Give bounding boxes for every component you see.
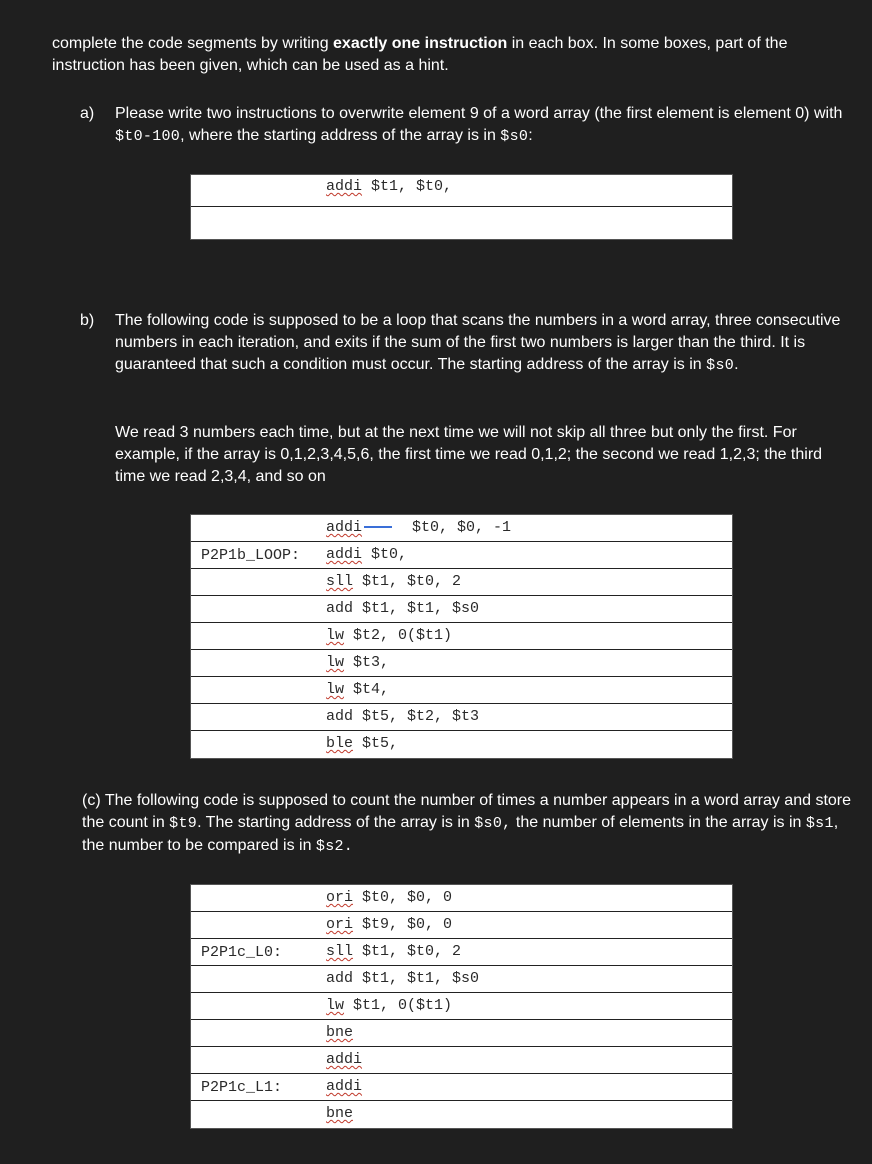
answer-row[interactable]	[191, 1074, 732, 1101]
answer-row[interactable]	[191, 731, 732, 758]
code-line: addi $t1, $t0,	[326, 178, 453, 195]
intro-paragraph: complete the code segments by writing exactly one instruction in each box. In some boxes, part of the instruction has been given, which can be used as a hint.	[52, 35, 788, 74]
answer-row[interactable]	[191, 966, 732, 993]
answer-row[interactable]	[191, 704, 732, 731]
answer-row[interactable]	[191, 175, 732, 207]
code-line: addi $t0,	[326, 546, 408, 563]
code-line: sll $t1, $t0, 2	[326, 573, 462, 590]
part-c-answer-box	[190, 884, 733, 1129]
loop-label: P2P1b_LOOP:	[201, 547, 301, 564]
code-line: ble $t5,	[326, 735, 399, 752]
part-c-question: (c) The following code is supposed to count the number of times a number appears in a word array and store the count in $t9. The starting address of the array is in $s0, the number of elements in the array is in $s1, the number to be compared is in $s2.	[82, 792, 852, 855]
part-b-marker: b)	[80, 312, 95, 329]
answer-row[interactable]	[191, 515, 732, 542]
code-line: add $t1, $t1, $s0	[326, 600, 480, 617]
answer-row[interactable]	[191, 912, 732, 939]
answer-row[interactable]	[191, 939, 732, 966]
answer-row[interactable]	[191, 569, 732, 596]
answer-row[interactable]	[191, 1047, 732, 1074]
answer-row[interactable]	[191, 596, 732, 623]
part-a-question: Please write two instructions to overwrite element 9 of a word array (the first element is element 0) with $t0-100, where the starting address of the array is in $s0:	[115, 105, 843, 145]
answer-row[interactable]	[191, 1101, 732, 1128]
answer-row[interactable]	[191, 1020, 732, 1047]
code-line: lw $t2, 0($t1)	[326, 627, 453, 644]
code-line: addi	[326, 1051, 363, 1068]
code-line: addi $t0, $0, -1	[326, 519, 512, 536]
code-line: bne	[326, 1024, 354, 1041]
code-line: add $t1, $t1, $s0	[326, 970, 480, 987]
answer-row[interactable]	[191, 623, 732, 650]
code-line: lw $t4,	[326, 681, 390, 698]
loop-label: P2P1c_L1:	[201, 1079, 283, 1096]
part-a-answer-box	[190, 174, 733, 240]
code-line: sll $t1, $t0, 2	[326, 943, 462, 960]
code-line: add $t5, $t2, $t3	[326, 708, 480, 725]
part-b-answer-box	[190, 514, 733, 759]
part-b-question: The following code is supposed to be a loop that scans the numbers in a word array, three consecutive numbers in each iteration, and exits if the sum of the first two numbers is larger than the third. It is guaranteed that such a condition must occur. The starting address of the array is in $s0.	[115, 312, 841, 374]
answer-row[interactable]	[191, 993, 732, 1020]
code-line: lw $t1, 0($t1)	[326, 997, 453, 1014]
part-a-marker: a)	[80, 105, 95, 122]
code-line: ori $t0, $0, 0	[326, 889, 453, 906]
answer-row[interactable]	[191, 677, 732, 704]
answer-row[interactable]	[191, 650, 732, 677]
code-line: addi	[326, 1078, 363, 1095]
answer-row[interactable]	[191, 207, 732, 239]
code-line: ori $t9, $0, 0	[326, 916, 453, 933]
answer-row[interactable]	[191, 542, 732, 569]
loop-label: P2P1c_L0:	[201, 944, 283, 961]
cursor-marker	[364, 526, 392, 528]
code-line: bne	[326, 1105, 354, 1122]
code-line: lw $t3,	[326, 654, 390, 671]
part-b-explanation: We read 3 numbers each time, but at the next time we will not skip all three but only the first. For example, if the array is 0,1,2,3,4,5,6, the first time we read 0,1,2; the second we read 1,2,3; the third time we read 2,3,4, and so on	[115, 424, 823, 485]
answer-row[interactable]	[191, 885, 732, 912]
